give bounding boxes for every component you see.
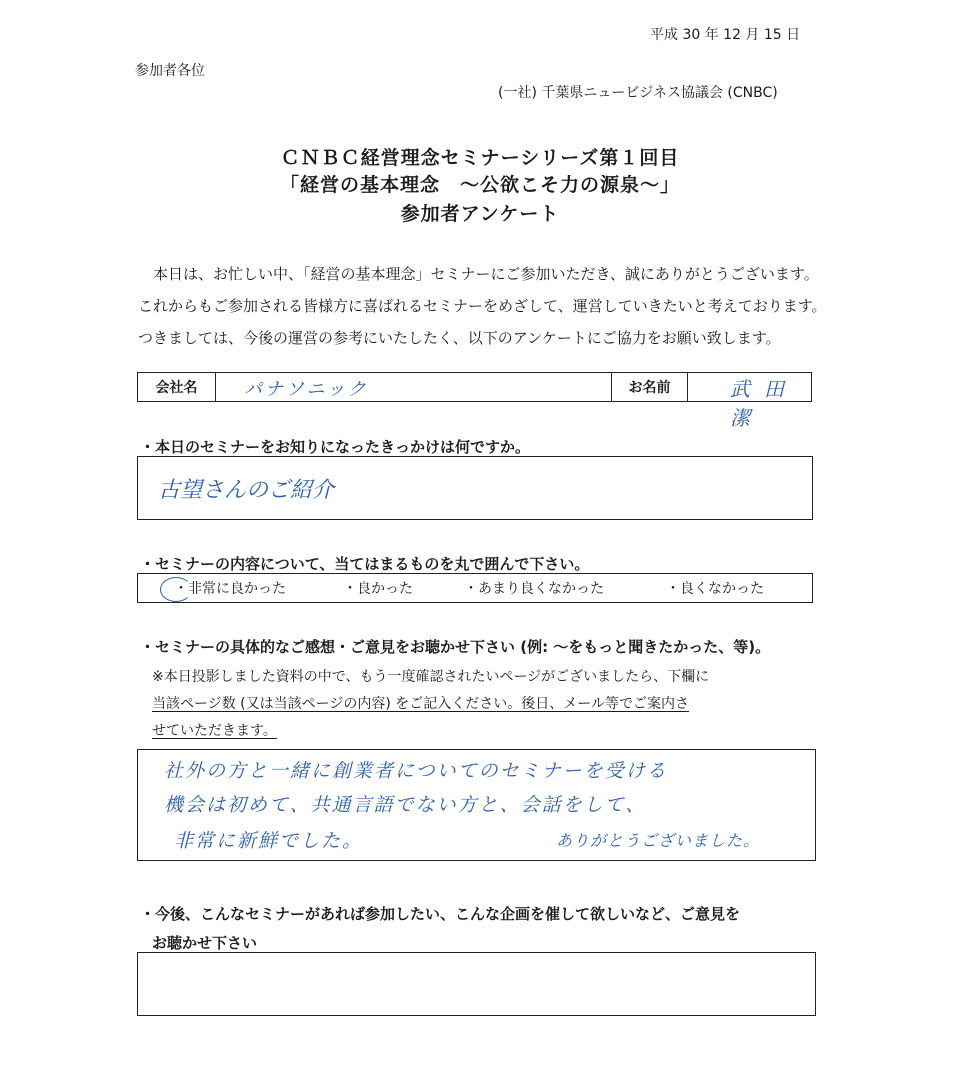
company-label: 会社名 bbox=[138, 373, 216, 401]
answer-box-1[interactable] bbox=[137, 456, 813, 520]
name-row bbox=[137, 372, 812, 430]
question-4-line-1: ・今後、こんなセミナーがあれば参加したい、こんな企画を催して欲しいなど、ご意見を bbox=[140, 905, 741, 923]
answer-3-closing: ありがとうございました。 bbox=[556, 831, 761, 850]
question-2: ・セミナーの内容について、当てはまるものを丸で囲んで下さい。 bbox=[140, 555, 590, 573]
option-very-good[interactable]: ・非常に良かった bbox=[174, 581, 286, 597]
title-line-3: 参加者アンケート bbox=[400, 203, 560, 225]
option-not-good[interactable]: ・良くなかった bbox=[666, 581, 764, 597]
company-value: パナソニック bbox=[244, 379, 369, 400]
name-field[interactable] bbox=[688, 373, 811, 430]
answer-box-3[interactable] bbox=[137, 749, 816, 861]
rating-options bbox=[137, 573, 813, 603]
answer-1-text: 古望さんのご紹介 bbox=[158, 478, 335, 503]
answer-box-4[interactable] bbox=[137, 952, 816, 1016]
recipient: 参加者各位 bbox=[135, 63, 205, 79]
date: 平成 30 年 12 月 15 日 bbox=[650, 27, 801, 43]
question-3: ・セミナーの具体的なご感想・ご意見をお聴かせ下さい (例: ～をもっと聞きたかった、等)。 bbox=[140, 638, 771, 656]
question-1: ・本日のセミナーをお知りになったきっかけは何ですか。 bbox=[140, 438, 531, 456]
note-line-1: ※本日投影しました資料の中で、もう一度確認されたいページがございましたら、下欄に bbox=[152, 669, 710, 685]
answer-3-line-2: 機会は初めて、共通言語でない方と、会話をして、 bbox=[164, 794, 647, 816]
title-line-1: ＣＮＢＣ経営理念セミナーシリーズ第１回目 bbox=[280, 147, 680, 169]
company-field[interactable] bbox=[216, 373, 612, 401]
question-3-note bbox=[152, 664, 709, 745]
issuer: (一社) 千葉県ニュービジネス協議会 (CNBC) bbox=[498, 85, 778, 101]
intro-paragraph: 本日は、お忙しい中、「経営の基本理念」セミナーにご参加いただき、誠にありがとうございます。これからもご参加される皆様方に喜ばれるセミナーをめざして、運営していきたいと考えております。つきましては、今後の運営の参考にいたしたく、以下のアンケートにご協力をお願い致します。 bbox=[138, 265, 827, 347]
name-value: 武田 潔 bbox=[730, 377, 798, 430]
option-good[interactable]: ・良かった bbox=[343, 581, 413, 597]
question-4-line-2: お聴かせ下さい bbox=[152, 934, 258, 952]
name-label: お名前 bbox=[612, 373, 688, 401]
note-line-2: 当該ページ数 (又は当該ページの内容) をご記入ください。後日、メール等でご案内さ bbox=[152, 696, 689, 712]
option-not-very-good[interactable]: ・あまり良くなかった bbox=[464, 581, 604, 597]
answer-3-line-3: 非常に新鮮でした。 bbox=[174, 830, 364, 852]
answer-3-line-1: 社外の方と一緒に創業者についてのセミナーを受ける bbox=[164, 760, 668, 782]
note-line-3: せていただきます。 bbox=[152, 723, 277, 739]
title-line-2: 「経営の基本理念 ～公欲こそ力の源泉～」 bbox=[279, 174, 680, 196]
